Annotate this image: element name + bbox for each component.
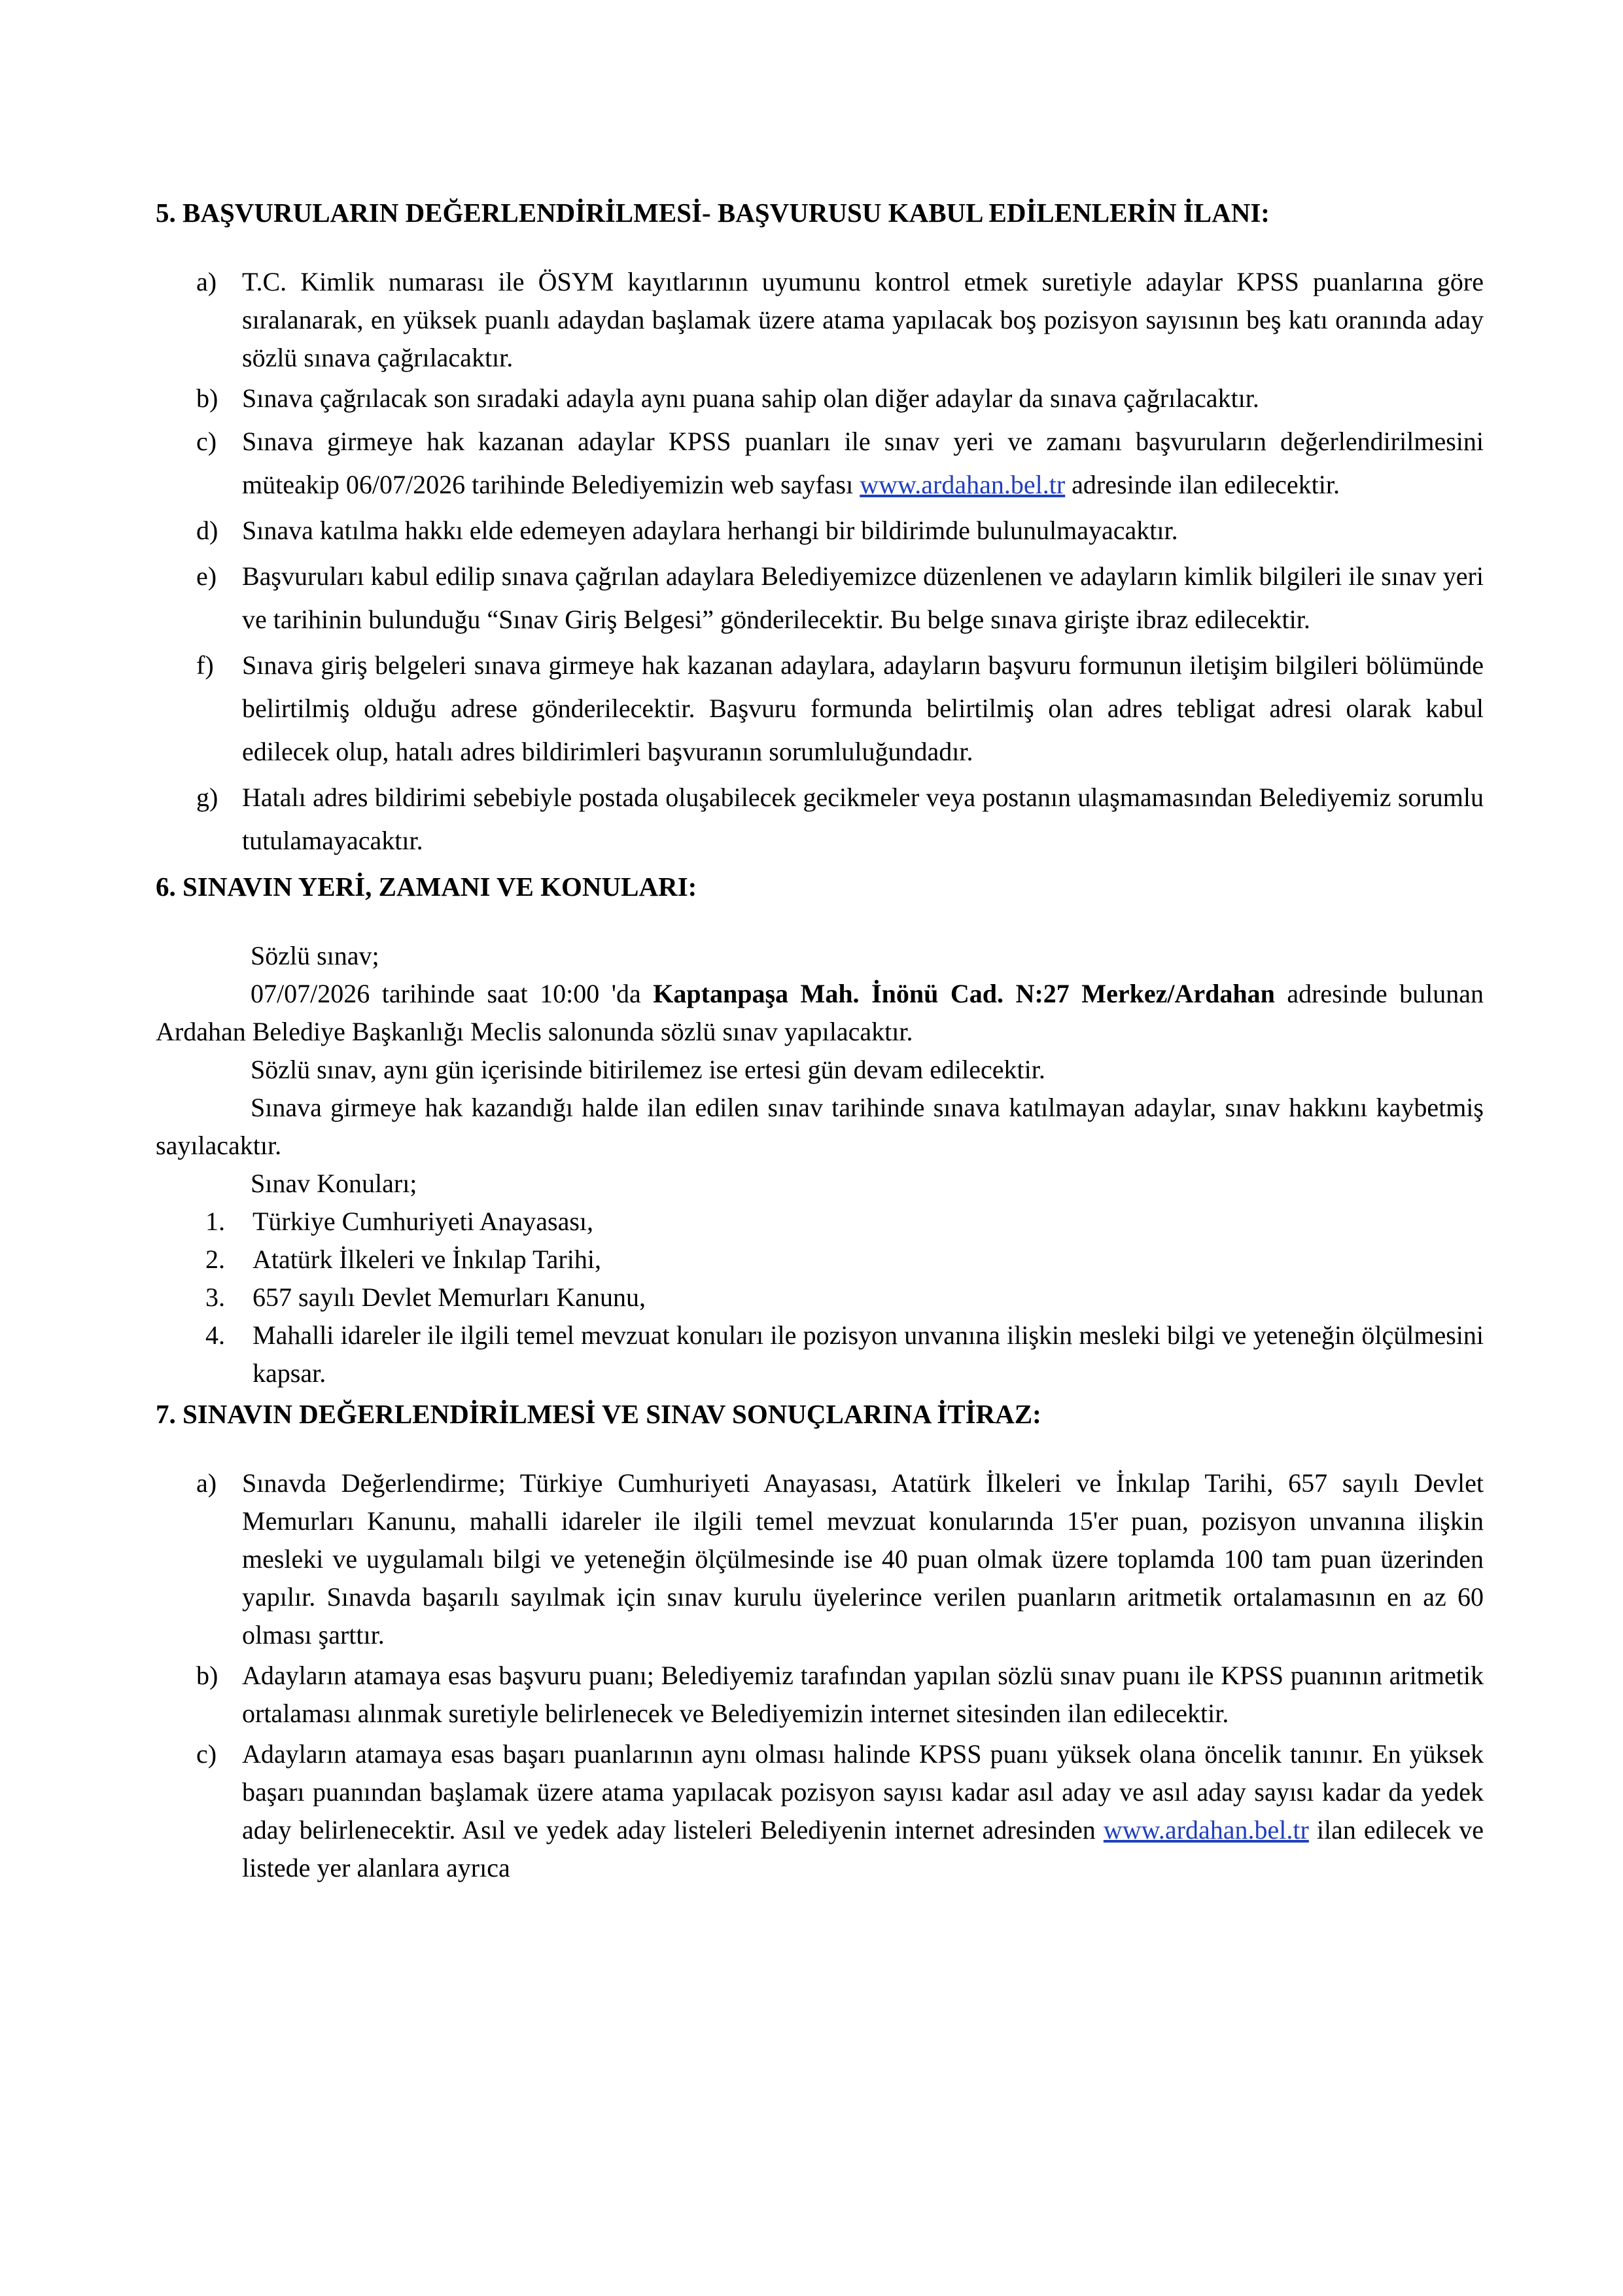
item-text: adresinde ilan edilecektir. (1065, 470, 1340, 499)
list-item (156, 263, 1484, 377)
item-marker: a) (196, 267, 217, 296)
item-marker: 3. (205, 1282, 225, 1312)
website-link[interactable]: www.ardahan.bel.tr (860, 470, 1066, 499)
item-text: ilan edilecek ve listede yer alanlara ayrıca (242, 1815, 1484, 1882)
item-text: Hatalı adres bildirimi sebebiyle postada oluşabilecek gecikmeler veya postanın ulaşmamasından Belediyemiz sorumlu tutulamayacaktır. (242, 783, 1484, 855)
absent-paragraph: Sınava girmeye hak kazandığı halde ilan edilen sınav tarihinde sınava katılmayan adaylar, sınav hakkını kaybetmiş sayılacaktır. (156, 1093, 1484, 1160)
section-7-list (156, 1464, 1484, 1887)
topics-list (156, 1203, 1484, 1392)
section-6-heading: 6. SINAVIN YERİ, ZAMANI VE KONULARI: (156, 872, 697, 902)
item-marker: d) (196, 516, 218, 545)
list-item (156, 420, 1484, 506)
section-5-list (156, 263, 1484, 862)
section-5-heading: 5. BAŞVURULARIN DEĞERLENDİRİLMESİ- BAŞVURUSU KABUL EDİLENLERİN İLANI: (156, 198, 1270, 228)
item-text: Sınava katılma hakkı elde edemeyen adaylara herhangi bir bildirimde bulunulmayacaktır. (242, 516, 1178, 545)
item-text: Türkiye Cumhuriyeti Anayasası, (253, 1207, 594, 1236)
topics-label: Sınav Konuları; (251, 1169, 417, 1198)
item-text: Atatürk İlkeleri ve İnkılap Tarihi, (253, 1245, 601, 1274)
list-item (156, 1735, 1484, 1887)
list-item (156, 380, 1484, 417)
section-6-body (156, 937, 1484, 1392)
item-marker: 4. (205, 1320, 225, 1350)
exam-date-paragraph (156, 975, 1484, 1051)
list-item (156, 1316, 1484, 1392)
item-marker: f) (196, 650, 214, 680)
item-text: Adayların atamaya esas başarı puanlarının aynı olması halinde KPSS puanı yüksek olana öncelik tanınır. En yüksek başarı puanından başlamak üzere atama yapılacak pozisyon sayısı kadar asıl aday ve asıl aday sayısı kadar da yedek aday belirlenecektir. Asıl ve yedek aday listeleri Belediyenin internet adresinden (242, 1739, 1484, 1845)
item-marker: 1. (205, 1207, 225, 1236)
item-text: Sınava girmeye hak kazanan adaylar KPSS puanları ile sınav yeri ve zamanı başvuruların değerlendirilmesini müteakip 06/07/2026 tarihinde Belediyemizin web sayfası (242, 427, 1484, 499)
item-marker: g) (196, 783, 218, 812)
exam-date-text: 07/07/2026 tarihinde saat 10:00 'da (251, 979, 654, 1008)
section-7-heading: 7. SINAVIN DEĞERLENDİRİLMESİ VE SINAV SONUÇLARINA İTİRAZ: (156, 1399, 1041, 1429)
item-text: Sınava çağrılacak son sıradaki adayla aynı puana sahip olan diğer adaylar da sınava çağrılacaktır. (242, 383, 1259, 413)
list-item (156, 644, 1484, 773)
item-marker: b) (196, 383, 218, 413)
list-item (156, 1464, 1484, 1654)
list-item (156, 776, 1484, 862)
item-marker: b) (196, 1661, 218, 1690)
item-marker: 2. (205, 1245, 225, 1274)
oral-exam-label: Sözlü sınav; (251, 941, 379, 970)
item-marker: e) (196, 561, 217, 591)
exam-venue-text: adresinde bulunan Ardahan Belediye Başkanlığı Meclis salonunda sözlü sınav yapılacaktır. (156, 979, 1484, 1046)
list-item (156, 1203, 1484, 1241)
exam-address: Kaptanpaşa Mah. İnönü Cad. N:27 Merkez/Ardahan (653, 979, 1275, 1008)
list-item (156, 555, 1484, 641)
next-day-paragraph: Sözlü sınav, aynı gün içerisinde bitirilemez ise ertesi gün devam edilecektir. (251, 1055, 1045, 1084)
item-text: Sınavda Değerlendirme; Türkiye Cumhuriyeti Anayasası, Atatürk İlkeleri ve İnkılap Tarihi, 657 sayılı Devlet Memurları Kanunu, mahalli idareler ile ilgili temel mevzuat konularında 15'er puan, pozisyon unvanına ilişkin mesleki ve uygulamalı bilgi ve yeteneğin ölçülmesinde ise 40 puan olmak üzere toplamda 100 tam puan üzerinden yapılır. Sınavda başarılı sayılmak için sınav kurulu üyelerince verilen puanların aritmetik ortalamasının en az 60 olması şarttır. (242, 1468, 1484, 1650)
list-item (156, 1241, 1484, 1279)
list-item (156, 509, 1484, 552)
item-text: T.C. Kimlik numarası ile ÖSYM kayıtlarının uyumunu kontrol etmek suretiyle adaylar KPSS puanlarına göre sıralanarak, en yüksek puanlı adaydan başlamak üzere atama yapılacak boş pozisyon sayısının beş katı oranında aday sözlü sınava çağrılacaktır. (242, 267, 1484, 372)
item-marker: c) (196, 1739, 217, 1769)
website-link[interactable]: www.ardahan.bel.tr (1103, 1815, 1309, 1845)
item-text: Mahalli idareler ile ilgili temel mevzuat konuları ile pozisyon unvanına ilişkin mesleki bilgi ve yeteneğin ölçülmesini kapsar. (253, 1320, 1484, 1388)
item-text: Başvuruları kabul edilip sınava çağrılan adaylara Belediyemizce düzenlenen ve adayların kimlik bilgileri ile sınav yeri ve tarihinin bulunduğu “Sınav Giriş Belgesi” gönderilecektir. Bu belge sınava girişte ibraz edilecektir. (242, 561, 1484, 634)
item-text: Adayların atamaya esas başvuru puanı; Belediyemiz tarafından yapılan sözlü sınav puanı ile KPSS puanının aritmetik ortalaması alınmak suretiyle belirlenecek ve Belediyemizin internet sitesinden ilan edilecektir. (242, 1661, 1484, 1728)
item-text: Sınava giriş belgeleri sınava girmeye hak kazanan adaylara, adayların başvuru formunun iletişim bilgileri bölümünde belirtilmiş olduğu adrese gönderilecektir. Başvuru formunda belirtilmiş olan adres tebligat adresi olarak kabul edilecek olup, hatalı adres bildirimleri başvuranın sorumluluğundadır. (242, 650, 1484, 766)
item-marker: a) (196, 1468, 217, 1498)
item-text: 657 sayılı Devlet Memurları Kanunu, (253, 1282, 646, 1312)
list-item (156, 1657, 1484, 1733)
list-item (156, 1279, 1484, 1316)
page-body (156, 191, 1484, 1890)
item-marker: c) (196, 427, 217, 456)
